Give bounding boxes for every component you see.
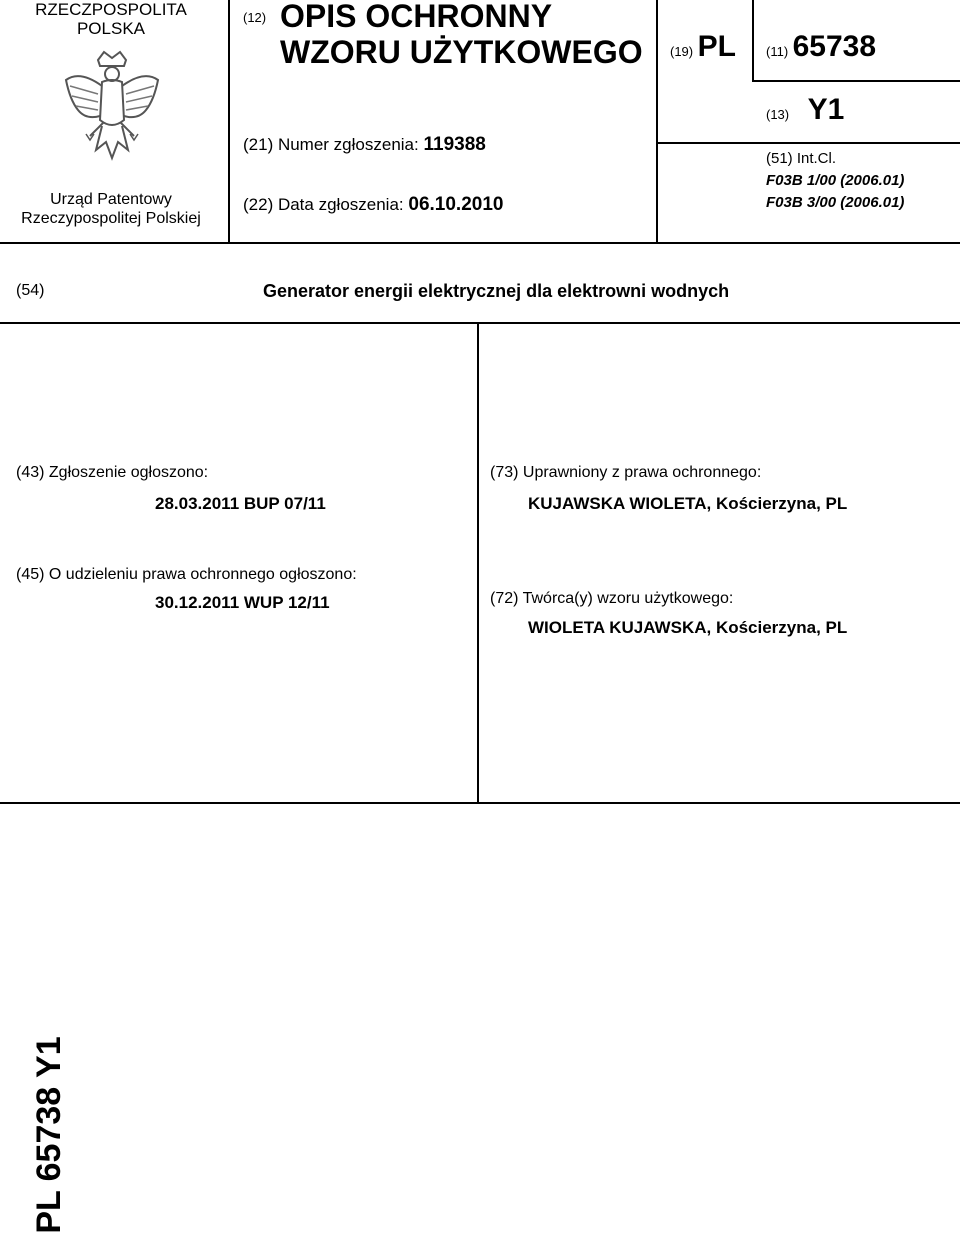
kind-code-label: (13) (766, 107, 790, 122)
title-label: (54) (16, 282, 45, 299)
country-line-1: RZECZPOSPOLITA (35, 0, 187, 19)
country-name (16, 0, 206, 38)
app-number-label: (21) Numer zgłoszenia: (243, 135, 419, 154)
header-divider-3 (752, 0, 754, 80)
filing-date-value: 06.10.2010 (408, 194, 504, 215)
intcl-1: F03B 1/00 (2006.01) (766, 172, 905, 189)
invention-title: Generator energii elektrycznej dla elektrowni wodnych (263, 281, 730, 301)
doc-type-code: (12) (243, 10, 267, 25)
country-line-2: POLSKA (76, 19, 146, 38)
kind-code-value: Y1 (807, 93, 845, 126)
country-code (670, 30, 736, 64)
s43-value: 28.03.2011 BUP 07/11 (155, 494, 326, 513)
document-number (766, 30, 876, 64)
country-code-value: PL (697, 30, 736, 63)
doc-type-line-1: OPIS OCHRONNY (280, 0, 553, 34)
filing-date-label: (22) Data zgłoszenia: (243, 195, 404, 214)
app-number (243, 134, 486, 156)
title-bottom-line (0, 322, 960, 324)
s73-value: KUJAWSKA WIOLETA, Kościerzyna, PL (528, 494, 848, 513)
intcl-2: F03B 3/00 (2006.01) (766, 194, 905, 211)
header-hline-2 (656, 142, 960, 144)
country-code-label: (19) (670, 44, 694, 59)
document-number-label: (11) (766, 44, 789, 59)
kind-code (766, 93, 844, 127)
s72-label: (72) Twórca(y) wzoru użytkowego: (490, 590, 734, 607)
center-divider (477, 322, 479, 804)
polish-eagle-icon (60, 50, 164, 166)
s73-label: (73) Uprawniony z prawa ochronnego: (490, 464, 762, 481)
intcl-label: (51) Int.Cl. (766, 150, 837, 167)
header-hline-1 (752, 80, 960, 82)
s45-value: 30.12.2011 WUP 12/11 (155, 593, 330, 612)
filing-date (243, 194, 503, 216)
office-line-1: Urząd Patentowy (50, 191, 172, 208)
document-number-value: 65738 (792, 30, 877, 63)
section-bottom-line (0, 802, 960, 804)
office-name (16, 190, 206, 228)
side-label: PL 65738 Y1 (30, 1036, 68, 1234)
s72-value: WIOLETA KUJAWSKA, Kościerzyna, PL (528, 618, 848, 637)
header-divider-1 (228, 0, 230, 242)
s45-label: (45) O udzieleniu prawa ochronnego ogłoszono: (16, 566, 357, 583)
office-line-2: Rzeczypospolitej Polskiej (21, 210, 201, 227)
doc-type-line-2: WZORU UŻYTKOWEGO (280, 34, 643, 70)
s43-label: (43) Zgłoszenie ogłoszono: (16, 464, 209, 481)
app-number-value: 119388 (423, 134, 486, 155)
header-bottom-line (0, 242, 960, 244)
header-divider-2 (656, 0, 658, 242)
